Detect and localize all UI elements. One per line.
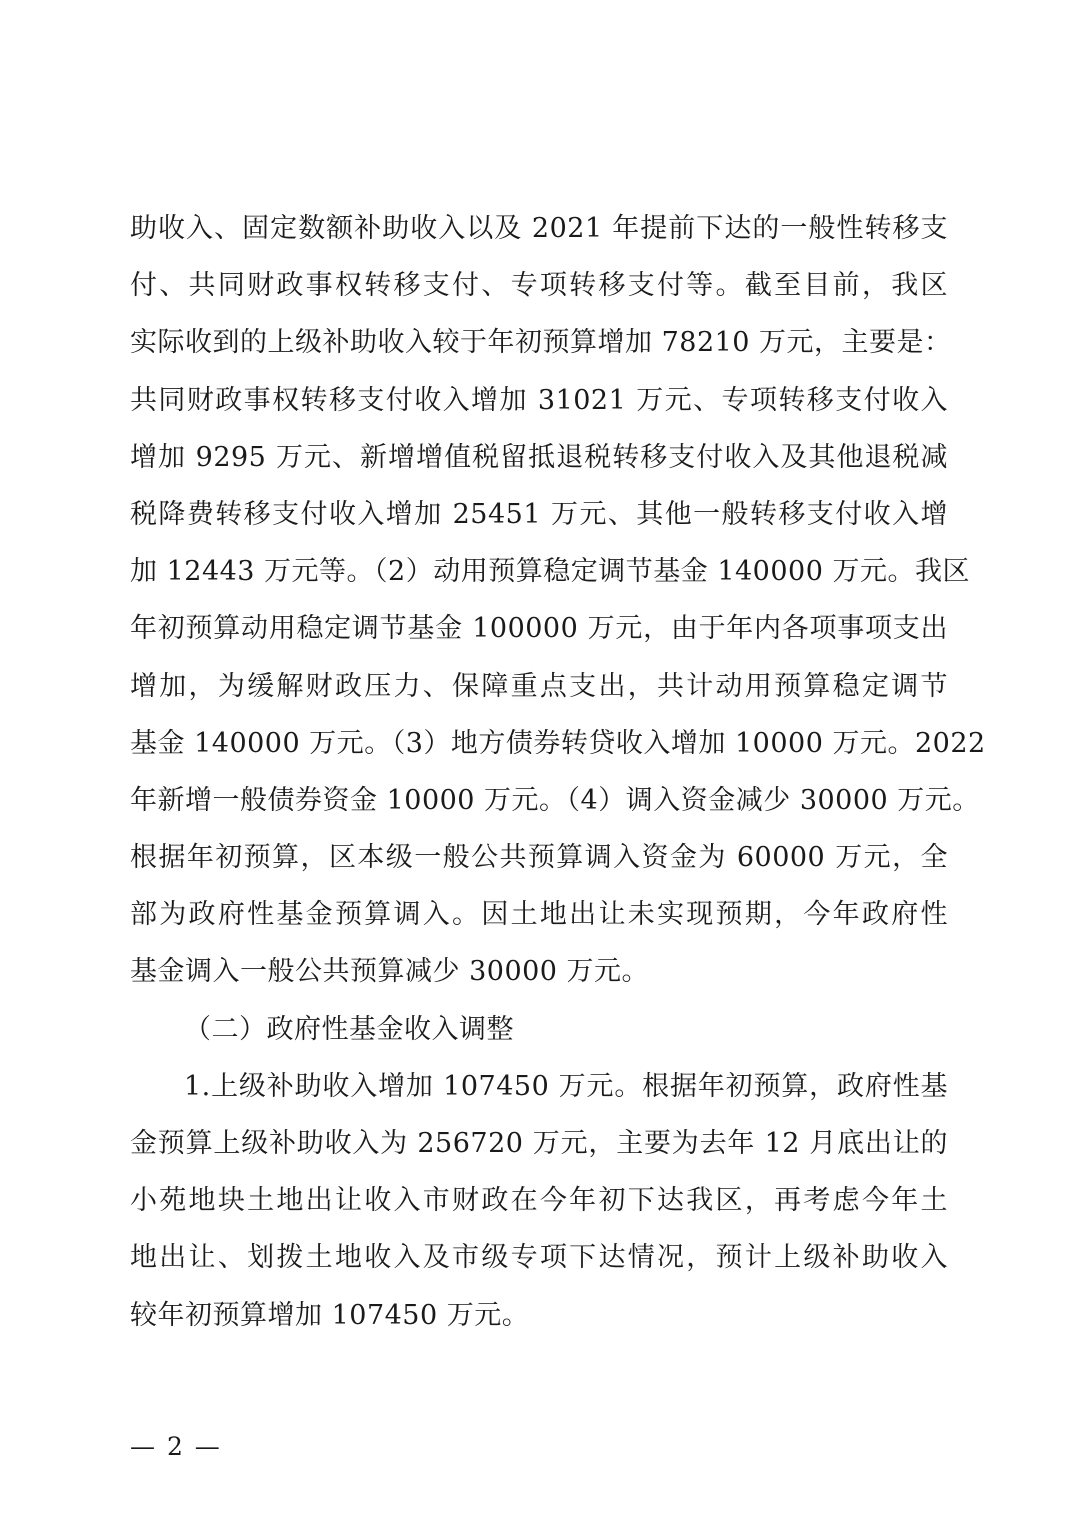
text-line: 1.上级补助收入增加 107450 万元。根据年初预算，政府性基 [184,1070,948,1102]
text-line: 实际收到的上级补助收入较于年初预算增加 78210 万元，主要是： [130,327,952,359]
text-line: 金预算上级补助收入为 256720 万元，主要为去年 12 月底出让的 [130,1128,948,1159]
text-line: 年初预算动用稳定调节基金 100000 万元，由于年内各项事项支出 [130,613,948,645]
text-line: 地出让、划拨土地收入及市级专项下达情况，预计上级补助收入 [130,1242,948,1274]
text-line: 较年初预算增加 107450 万元。 [130,1299,530,1331]
text-line: 根据年初预算，区本级一般公共预算调入资金为 60000 万元，全 [130,842,948,874]
text-line: 加 12443 万元等。（2）动用预算稳定调节基金 140000 万元。我区 [130,556,970,588]
text-line: 小苑地块土地出让收入市财政在今年初下达我区，再考虑今年土 [130,1185,948,1217]
page-number: — 2 — [130,1432,222,1461]
body-text [130,200,986,1344]
text-line: 增加，为缓解财政压力、保障重点支出，共计动用预算稳定调节 [130,670,948,702]
text-line: 年新增一般债券资金 10000 万元。（4）调入资金减少 30000 万元。 [130,784,980,816]
text-line: 基金调入一般公共预算减少 30000 万元。 [130,956,650,988]
text-line: 助收入、固定数额补助收入以及 2021 年提前下达的一般性转移支 [130,213,948,244]
text-line: 税降费转移支付收入增加 25451 万元、其他一般转移支付收入增 [130,498,948,530]
text-line: 基金 140000 万元。（3）地方债券转贷收入增加 10000 万元。2022 [130,727,986,759]
text-line: 部为政府性基金预算调入。因土地出让未实现预期，今年政府性 [130,899,948,931]
text-line: 增加 9295 万元、新增增值税留抵退税转移支付收入及其他退税减 [130,441,948,473]
text-line: 付、共同财政事权转移支付、专项转移支付等。截至目前，我区 [130,270,948,302]
section-heading: （二）政府性基金收入调整 [184,1013,514,1045]
text-line: 共同财政事权转移支付收入增加 31021 万元、专项转移支付收入 [130,384,948,416]
